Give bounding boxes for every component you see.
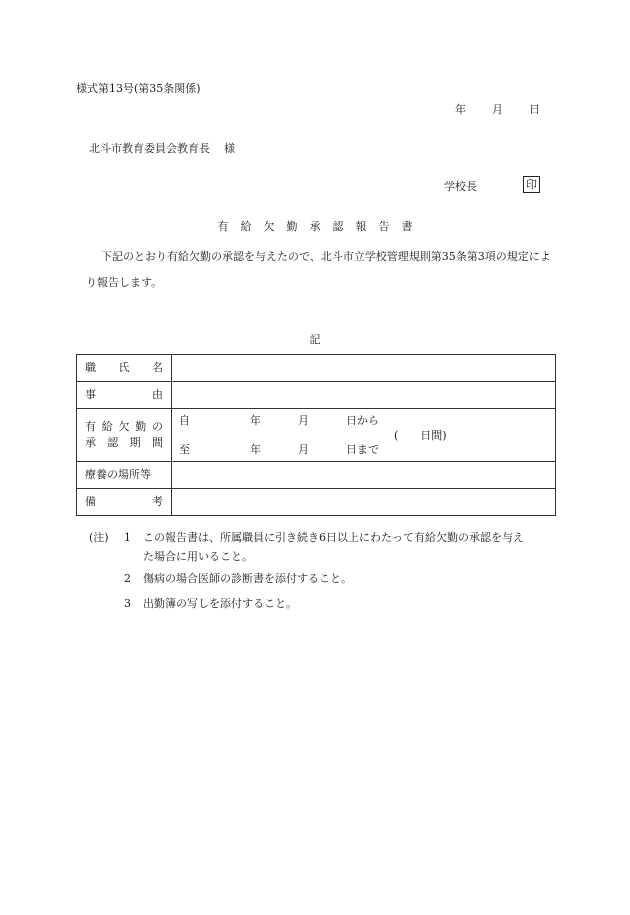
principal-title: 学校長 bbox=[444, 180, 477, 193]
date-day: 日 bbox=[529, 103, 540, 116]
ki-heading: 記 bbox=[309, 333, 321, 346]
period-label-char: 間 bbox=[151, 436, 163, 449]
note-number: 3 bbox=[124, 597, 131, 610]
period-value-cell[interactable] bbox=[172, 409, 556, 462]
note-text: た場合に用いること。 bbox=[143, 550, 253, 563]
period-label-char: 有 bbox=[85, 419, 96, 433]
date-year: 年 bbox=[455, 103, 466, 116]
table-row-period bbox=[77, 409, 556, 462]
period-label-cell bbox=[77, 409, 172, 462]
period-label-char: 期 bbox=[129, 436, 141, 449]
note-text: 傷病の場合医師の診断書を添付すること。 bbox=[143, 572, 352, 585]
remarks-label-char: 備 bbox=[85, 494, 96, 508]
period-label-char: 承 bbox=[85, 436, 96, 449]
note-text: 出勤簿の写しを添付すること。 bbox=[143, 597, 297, 610]
reason-label-char: 事 bbox=[85, 387, 96, 401]
period-days: ( 日間) bbox=[394, 429, 447, 442]
reason-label-cell bbox=[77, 382, 172, 409]
name-label-char: 職 bbox=[85, 360, 96, 374]
period-to-day: 日まで bbox=[346, 443, 379, 456]
place-label-cell bbox=[77, 462, 172, 489]
remarks-label-char: 考 bbox=[152, 494, 163, 508]
date-line bbox=[455, 103, 540, 117]
document-title: 有給欠勤承認報告書 bbox=[217, 220, 425, 233]
period-label-char: 勤 bbox=[135, 419, 147, 433]
period-from-year: 年 bbox=[250, 414, 261, 427]
place-value-cell[interactable] bbox=[172, 462, 556, 489]
remarks-value-cell[interactable] bbox=[172, 489, 556, 516]
period-label-char: 認 bbox=[107, 436, 119, 449]
period-from-month: 月 bbox=[298, 414, 309, 427]
remarks-label-cell bbox=[77, 489, 172, 516]
body-paragraph: 下記のとおり有給欠勤の承認を与えたので、北斗市立学校管理規則第35条第3項の規定により報告します。 bbox=[86, 250, 551, 289]
recipient-honorific: 様 bbox=[224, 142, 235, 155]
note-number: 2 bbox=[124, 572, 131, 585]
table-row-reason bbox=[77, 382, 556, 409]
period-from-day: 日から bbox=[346, 414, 379, 427]
period-to-label: 至 bbox=[179, 443, 190, 456]
recipient bbox=[89, 142, 235, 156]
seal-stamp-box: 印 bbox=[523, 176, 540, 193]
date-month: 月 bbox=[492, 103, 503, 116]
period-label-char: の bbox=[152, 419, 163, 433]
table-row-name bbox=[77, 355, 556, 382]
report-table bbox=[76, 354, 556, 516]
name-label-char: 名 bbox=[152, 360, 163, 374]
name-label-cell bbox=[77, 355, 172, 382]
form-number: 様式第13号(第35条関係) bbox=[76, 82, 201, 95]
period-label-char: 欠 bbox=[118, 419, 130, 433]
note-number: 1 bbox=[124, 531, 131, 544]
period-label-char: 給 bbox=[101, 419, 113, 433]
note-text: この報告書は、所属職員に引き続き6日以上にわたって有給欠勤の承認を与え bbox=[143, 531, 524, 544]
period-to-month: 月 bbox=[298, 443, 309, 456]
period-from-label: 自 bbox=[179, 414, 190, 427]
period-to-year: 年 bbox=[250, 443, 261, 456]
table-row-place bbox=[77, 462, 556, 489]
place-label: 療養の場所等 bbox=[85, 467, 151, 481]
name-value-cell[interactable] bbox=[172, 355, 556, 382]
recipient-name: 北斗市教育委員会教育長 bbox=[89, 142, 210, 155]
reason-label-char: 由 bbox=[152, 387, 163, 401]
notes-prefix: (注) bbox=[89, 531, 109, 544]
name-label-char: 氏 bbox=[118, 360, 130, 374]
reason-value-cell[interactable] bbox=[172, 382, 556, 409]
table-row-remarks bbox=[77, 489, 556, 516]
